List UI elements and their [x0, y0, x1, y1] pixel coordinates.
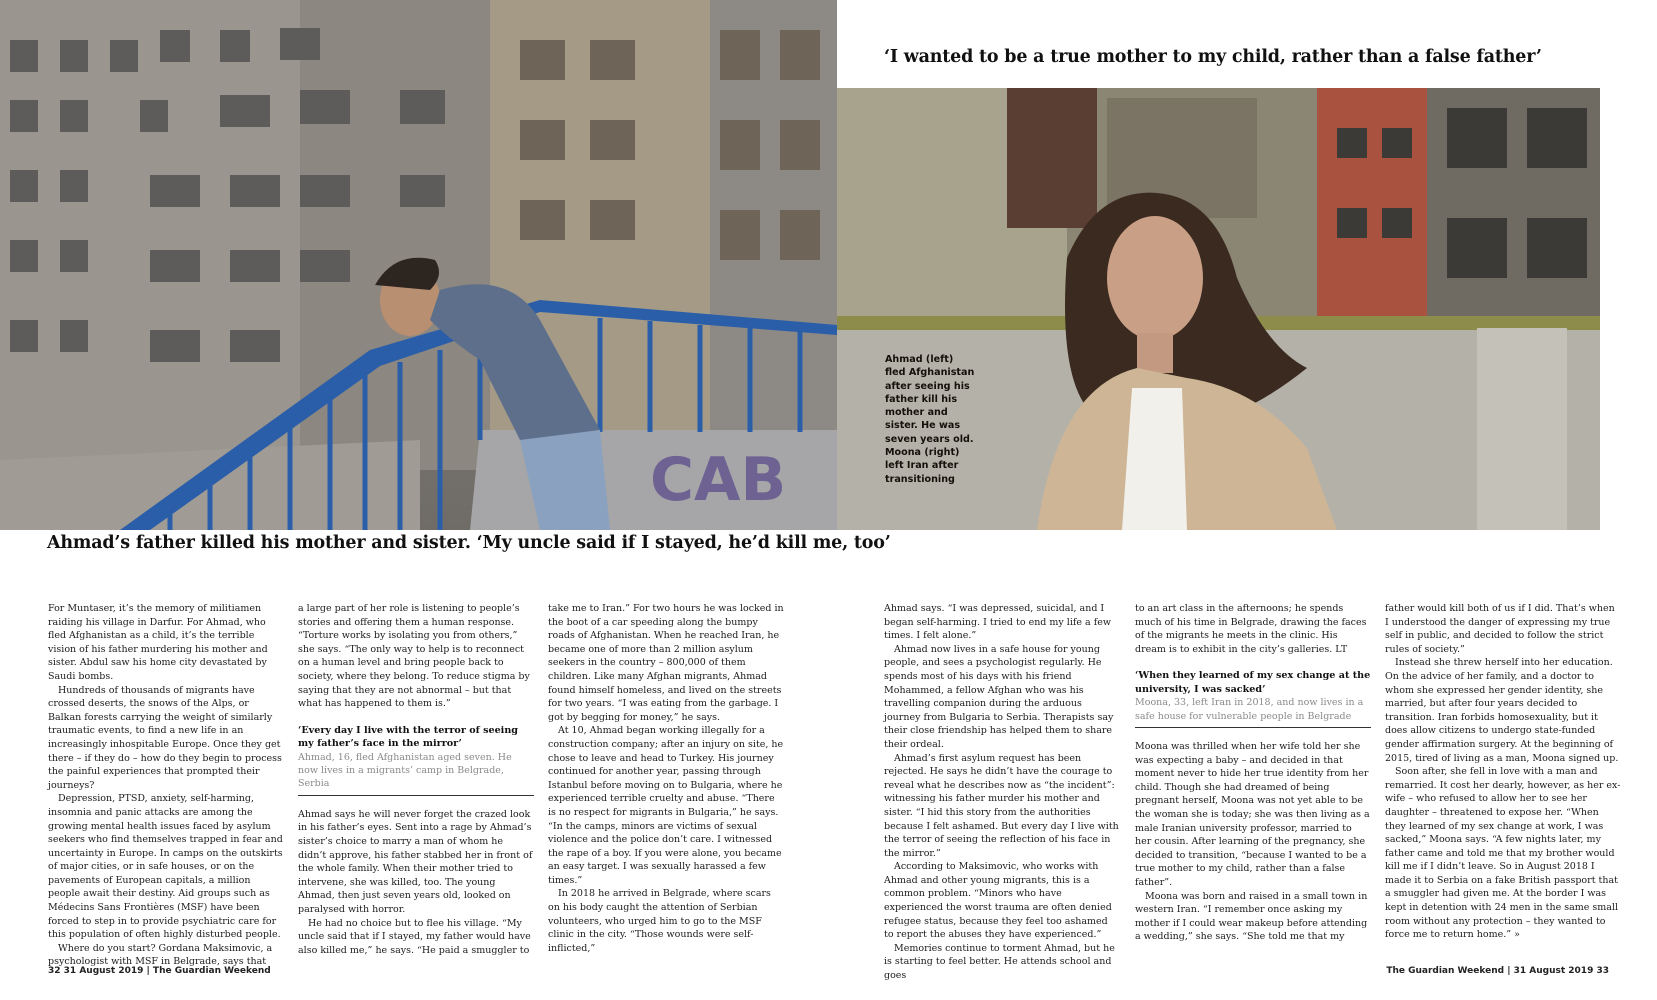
pull-quote-title: ‘Every day I live with the terror of seeing my father’s face in the mirror’ — [298, 724, 519, 750]
paragraph: Instead she threw herself into her education. On the advice of her family, and a doctor to whom she expressed her gender identity, she married, but after four years decided to transition. Iran forbids homosexuality, but it does allow citizens to undergo state-funded gender affirmation surgery. At the beginning of 2015, tired of living as a man, Moona signed up. — [1385, 657, 1619, 764]
paragraph: to an art class in the afternoons; he spends much of his time in Belgrade, drawing the faces of the migrants he meets in the clinic. His dream is to exhibit in the city’s galleries. LT — [1135, 603, 1367, 655]
paragraph: take me to Iran.” For two hours he was locked in the boot of a car speeding along the bumpy roads of Afghanistan. When he reached Iran, he became one of more than 2 million asylum seekers in the country – 800,000 of them children. Like many Afghan migrants, Ahmad found himself homeless, and lived on the streets for two years. “I was eating from the garbage. I got by begging for money,” he says. — [548, 603, 784, 723]
column-2 — [298, 602, 534, 957]
paragraph: He had no choice but to flee his village. “My uncle said that if I stayed, my father would have also killed me,” he says. “He paid a smuggler to — [298, 917, 531, 956]
column-5 — [1135, 602, 1371, 944]
paragraph: Soon after, she fell in love with a man and remarried. It cost her dearly, however, as her ex-wife – who refused to allow her to see her daughter – threatened to expose her. “When they learned of my sex change at work, I was sacked,” Moona says. “A few nights later, my father came and told me that my brother would kill me if I didn’t leave. So in August 2018 I made it to Serbia on a fake British passport that a smuggler had given me. At the border I was kept in detention with 24 men in the same small room without any protection – they wanted to force me to return home.” » — [1385, 766, 1621, 941]
paragraph: Memories continue to torment Ahmad, but he is starting to feel better. He attends school and goes — [884, 942, 1115, 982]
footer-left: 32 31 August 2019 | The Guardian Weekend — [48, 966, 271, 976]
headline-moona: ‘I wanted to be a true mother to my child, rather than a false father’ — [884, 47, 1542, 67]
column-3 — [548, 602, 784, 955]
paragraph: Where do you start? Gordana Maksimovic, a psychologist with MSF in Belgrade, says that — [48, 942, 273, 968]
pull-quote-title: ‘When they learned of my sex change at the university, I was sacked’ — [1135, 670, 1371, 695]
column-4 — [884, 602, 1120, 983]
paragraph: Ahmad says he will never forget the crazed look in his father’s eyes. Sent into a rage by Ahmad’s sister’s choice to marry a man of whom he didn’t approve, his father stabbed her in front of the whole family. When their mother tried to intervene, she was killed, too. The young Ahmad, then just seven years old, looked on paralysed with horror. — [298, 808, 533, 915]
graffiti-text: CAB — [650, 445, 787, 515]
paragraph: father would kill both of us if I did. That’s when I understood the danger of expressing my true self in public, and decided to follow the strict rules of society.” — [1385, 603, 1615, 655]
paragraph: Moona was thrilled when her wife told her she was expecting a baby – and decided in that moment never to hide her true identity from her child. Though she had dreamed of being pregnant herself, Moona was not yet able to be the woman she is today; she was then living as a male Iranian university professor, married to her cousin. After learning of the pregnancy, she decided to transition, “because I wanted to be a true mother to my child, rather than a false father”. — [1135, 741, 1370, 888]
pull-quote-moona — [1135, 669, 1371, 728]
paragraph: According to Maksimovic, who works with Ahmad and other young migrants, this is a common problem. “Minors who have experienced the worst trauma are often denied refugee status, because they feel too ashamed to report the abuses they have experienced.” — [884, 861, 1112, 941]
photo-ahmad — [0, 0, 837, 530]
headline-ahmad: Ahmad’s father killed his mother and sister. ‘My uncle said if I stayed, he’d kill me, too’ — [47, 533, 891, 553]
paragraph: Ahmad’s first asylum request has been rejected. He says he didn’t have the courage to reveal what he describes now as “the incident”: witnessing his father murder his mother and sister. “I hid this story from the authorities because I felt ashamed. But every day I live with the terror of seeing the reflection of his face in the mirror.” — [884, 752, 1119, 859]
paragraph: a large part of her role is listening to people’s stories and offering them a human response. “Torture works by isolating you from others,” she says. “The only way to help is to reconnect on a human level and bring people back to society, where they belong. To reduce stigma by saying that they are not abnormal – but that what has happened to them is.” — [298, 603, 530, 710]
pull-quote-subtitle: Moona, 33, left Iran in 2018, and now lives in a safe house for vulnerable people in Belgrade — [1135, 696, 1371, 728]
paragraph: For Muntaser, it’s the memory of militiamen raiding his village in Darfur. For Ahmad, who fled Afghanistan as a child, it’s the terrible vision of his father murdering his mother and sister. Abdul saw his home city devastated by Saudi bombs. — [48, 603, 268, 682]
paragraph: Depression, PTSD, anxiety, self-harming, insomnia and panic attacks are among the growing mental health issues faced by asylum seekers who find themselves trapped in fear and uncertainty in Europe. In camps on the outskirts of major cities, or in safe houses, or on the pavements of European capitals, a million people await their destiny. Aid groups such as Médecins Sans Frontières (MSF) have been forced to step in to provide psychiatric care for this population of often highly disturbed people. — [48, 793, 283, 941]
column-6 — [1385, 602, 1621, 942]
paragraph: Moona was born and raised in a small town in western Iran. “I remember once asking my mother if I could wear makeup before attending a wedding,” she says. “She told me that my — [1135, 890, 1368, 943]
paragraph: In 2018 he arrived in Belgrade, where scars on his body caught the attention of Serbian volunteers, who urged him to go to the MSF clinic in the city. “Those wounds were self-inflicted,” — [548, 888, 771, 954]
column-1 — [48, 602, 284, 969]
photo-caption: Ahmad (left) fled Afghanistan after seeing his father kill his mother and sister. He was seven years old. Moona (right) left Iran after transitioning — [885, 354, 975, 485]
paragraph: Ahmad says. “I was depressed, suicidal, and I began self-harming. I tried to end my life a few times. I felt alone.” — [884, 603, 1111, 642]
paragraph: Ahmad now lives in a safe house for young people, and sees a psychologist regularly. He spends most of his days with his friend Mohammed, a fellow Afghan who was his travelling companion during the arduous journey from Bulgaria to Serbia. Therapists say their close friendship has helped them to share their ordeal. — [884, 643, 1114, 750]
paragraph: At 10, Ahmad began working illegally for a construction company; after an injury on site, he chose to leave and head to Turkey. His journey continued for another year, passing through Istanbul before moving on to Bulgaria, where he experienced terrible cruelty and abuse. “There is no respect for migrants in Bulgaria,” he says. “In the camps, minors are victims of sexual violence and the police don’t care. I witnessed the rape of a boy. If you were alone, you became an easy target. I was sexually harassed a few times.” — [548, 725, 784, 886]
paragraph: Hundreds of thousands of migrants have crossed deserts, the snows of the Alps, or Balkan forests carrying the weight of similarly traumatic events, to find a new life in an increasingly inhospitable Europe. Once they get there – if they do – how do they begin to process the painful experiences that prompted their journeys? — [48, 684, 282, 791]
pull-quote-ahmad — [298, 724, 534, 796]
footer-right: The Guardian Weekend | 31 August 2019 33 — [1386, 966, 1609, 976]
pull-quote-subtitle: Ahmad, 16, fled Afghanistan aged seven. He now lives in a migrants’ camp in Belgrade, Serbia — [298, 751, 534, 796]
